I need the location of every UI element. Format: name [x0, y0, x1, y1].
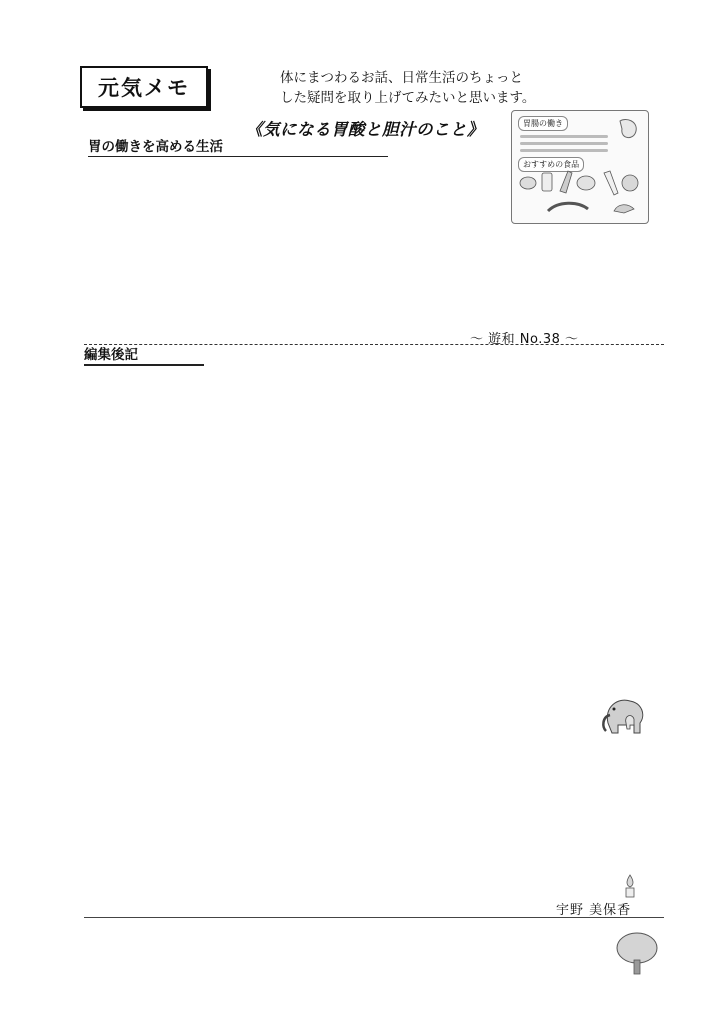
- panel-line: [520, 135, 608, 138]
- section-divider: [84, 344, 664, 345]
- issue-number: ～ 遊和 No.38 ～: [470, 332, 579, 347]
- author-name: 宇野 美保香: [556, 903, 632, 918]
- shiso-icon: [614, 205, 634, 213]
- panel-heading-foods: おすすめの食品: [518, 157, 584, 172]
- memo-title: 元気メモ: [98, 76, 190, 100]
- candle-illustration: [620, 873, 640, 899]
- section-heading: 胃の働きを高める生活: [88, 138, 388, 157]
- lemon-icon: [520, 177, 536, 189]
- panel-heading-stomach: 胃腸の働き: [518, 116, 568, 131]
- vinegar-icon: [542, 173, 552, 191]
- footer-divider: [84, 917, 664, 918]
- okra-icon: [560, 171, 572, 193]
- memo-title-box: [80, 66, 208, 108]
- panel-line: [520, 149, 608, 152]
- editors-note-heading: 編集後記: [84, 346, 204, 366]
- cabbage-icon: [622, 175, 638, 191]
- yam-icon: [548, 203, 588, 211]
- stomach-icon: [614, 115, 642, 143]
- tree-illustration: [614, 930, 660, 976]
- article-headline: 《気になる胃酸と胆汁のこと》: [246, 120, 484, 139]
- radish-icon: [604, 171, 618, 195]
- intro-text: 体にまつわるお話、日常生活のちょっと した疑問を取り上げてみたいと思います。: [280, 70, 536, 106]
- stomach-foods-illustration: [511, 110, 649, 224]
- ginger-icon: [577, 176, 595, 190]
- foods-illustration: [518, 161, 642, 217]
- elephant-illustration: [600, 693, 648, 735]
- panel-line: [520, 142, 608, 145]
